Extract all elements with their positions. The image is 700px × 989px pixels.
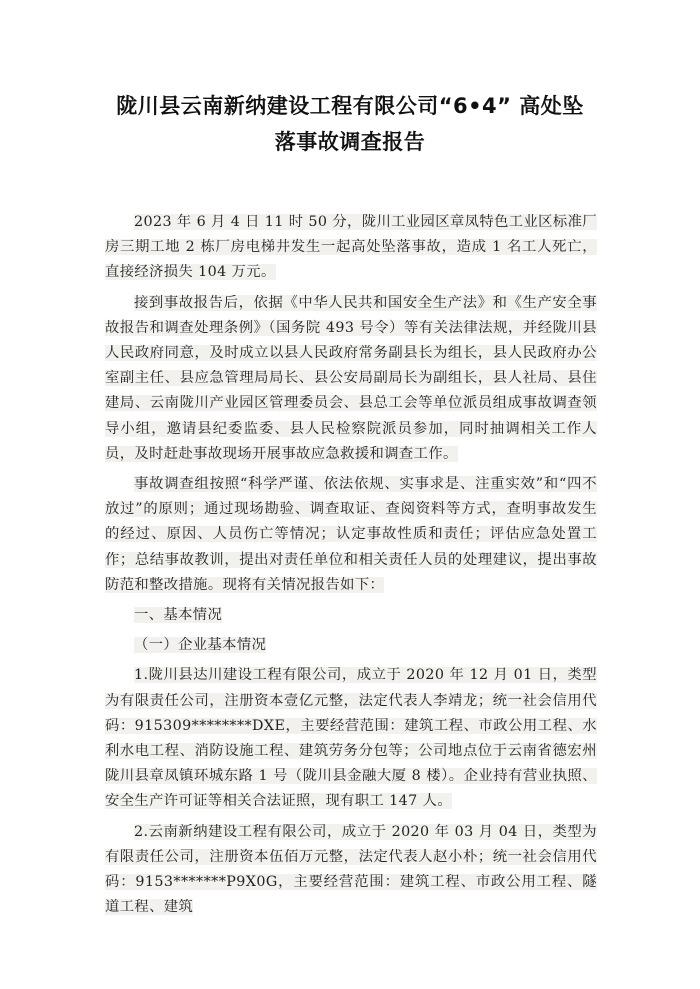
company-item-2: 2.云南新纳建设工程有限公司，成立于 2020 年 03 月 04 日，类型为有限责任公司，注册资本伍佰万元整，法定代表人赵小朴；统一社会信用代码：9153*******P9X0G，主要经营范围：建筑工程、市政公用工程、隧道工程、建筑: [105, 823, 597, 916]
report-title: [90, 88, 610, 160]
title-line-1: 陇川县云南新纳建设工程有限公司“6•4” 高处坠: [116, 94, 584, 118]
investigation-setup-paragraph: 接到事故报告后，依据《中华人民共和国安全生产法》和《生产安全事故报告和调查处理条例》（国务院 493 号令）等有关法律法规，并经陇川县人民政府同意，及时成立以县人民政府常务副县长为组长，县人民政府办公室副主任、县应急管理局局长、县公安局副局长为副组长，县人社局、县住建局、云南陇川产业园区管理委员会、县总工会等单位派员组成事故调查领导小组，邀请县纪委监委、县人民检察院派员参加，同时抽调相关工作人员，及时赶赴事故现场开展事故应急救援和调查工作。: [105, 294, 597, 462]
section-heading-basic-info: 一、基本情况: [134, 607, 223, 624]
intro-paragraph: 2023 年 6 月 4 日 11 时 50 分，陇川工业园区章凤特色工业区标准厂房三期工地 2 栋厂房电梯井发生一起高处坠落事故，造成 1 名工人死亡，直接经济损失 104 万元。: [105, 214, 597, 281]
subsection-heading-company-info: （一）企业基本情况: [134, 637, 267, 654]
report-body: [105, 210, 597, 925]
title-line-2: 落事故调查报告: [274, 130, 426, 154]
investigation-principles-paragraph: 事故调查组按照“科学严谨、依法依规、实事求是、注重实效”和“四不放过”的原则；通过现场勘验、调查取证、查阅资料等方式，查明事故发生的经过、原因、人员伤亡等情况；认定事故性质和责任；评估应急处置工作；总结事故教训，提出对责任单位和相关责任人员的处理建议，提出事故防范和整改措施。现将有关情况报告如下：: [105, 476, 597, 593]
company-item-1: 1.陇川县达川建设工程有限公司，成立于 2020 年 12 月 01 日，类型为有限责任公司，注册资本壹亿元整，法定代表人李靖龙；统一社会信用代码：915309********DXE，主要经营范围：建筑工程、市政公用工程、水利水电工程、消防设施工程、建筑劳务分包等；公司地点位于云南省德宏州陇川县章凤镇环城东路 1 号（陇川县金融大厦 8 楼）。企业持有营业执照、安全生产许可证等相关合法证照，现有职工 147 人。: [105, 667, 597, 810]
